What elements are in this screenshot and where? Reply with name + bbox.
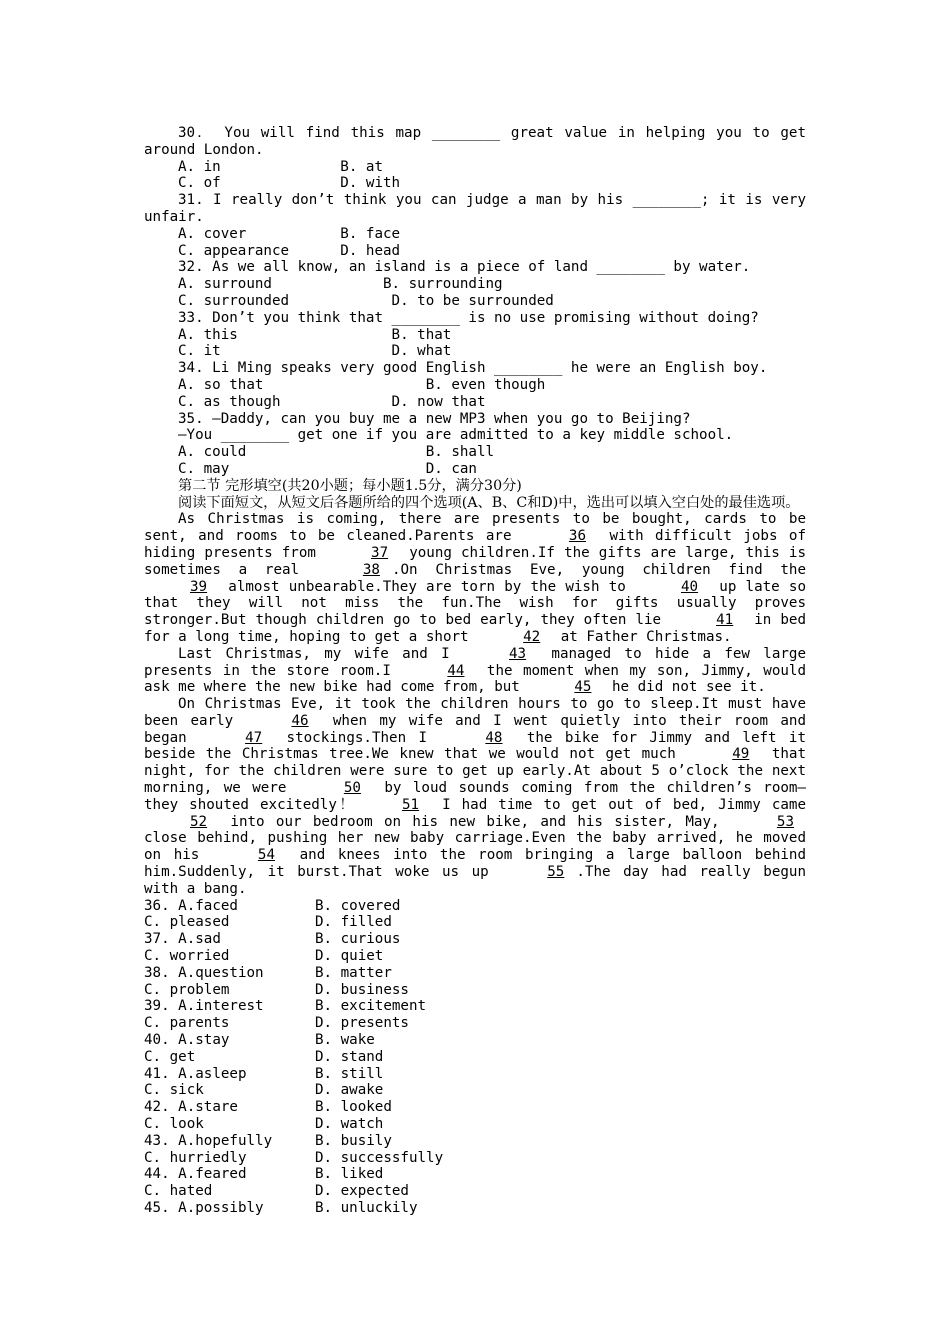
choice-left: C. pleased bbox=[144, 914, 230, 931]
question-options: C. may D. can bbox=[178, 460, 477, 477]
choice-row bbox=[144, 998, 806, 1015]
passage-text: Last Christmas, my wife and I bbox=[178, 645, 463, 662]
choice-right: D. presents bbox=[315, 1015, 409, 1032]
passage-text: when my wife and I went quietly into their room and began bbox=[144, 712, 806, 746]
choice-row bbox=[144, 1200, 806, 1217]
question-stem: 32. As we all know, an island is a piece of land ________ by water. bbox=[178, 259, 751, 276]
passage-text: As Christmas is coming, there are presents to be bought, cards to be sent, and rooms to be cleaned.Parents are bbox=[144, 511, 806, 545]
blank-number: 45 bbox=[574, 679, 592, 696]
choice-left: C. hated bbox=[144, 1183, 213, 1200]
choice-right: D. stand bbox=[315, 1048, 384, 1065]
choice-row bbox=[144, 898, 806, 915]
choice-left: C. problem bbox=[144, 981, 230, 998]
choice-left: 45. A.possibly bbox=[144, 1200, 264, 1216]
passage-text: On Christmas Eve, it took the children hours to go to sleep.It must have been early bbox=[144, 696, 806, 729]
passage-text: .On Christmas Eve, young children find the bbox=[391, 561, 806, 578]
question-options: A. could B. shall bbox=[178, 444, 495, 461]
choice-right: D. filled bbox=[315, 914, 392, 931]
blank-number: 36 bbox=[568, 528, 587, 545]
passage-paragraph-2 bbox=[144, 646, 806, 696]
choice-right: B. curious bbox=[315, 931, 401, 948]
choice-left: 41. A.asleep bbox=[144, 1065, 247, 1082]
choice-right: D. business bbox=[315, 981, 409, 998]
choice-row bbox=[144, 1049, 806, 1066]
choice-left: 43. A.hopefully bbox=[144, 1132, 273, 1149]
blank-number: 49 bbox=[732, 746, 750, 763]
choice-row bbox=[144, 1066, 806, 1083]
choice-right: B. covered bbox=[315, 897, 401, 914]
passage-text: close behind, pushing her new baby carriage.Even the baby arrived, he moved on his bbox=[144, 830, 806, 864]
cloze-choices bbox=[144, 898, 806, 1217]
choice-right: B. matter bbox=[315, 964, 392, 981]
choice-right: D. expected bbox=[315, 1183, 409, 1200]
question-options: A. cover B. face bbox=[178, 225, 401, 242]
choice-row bbox=[144, 948, 806, 965]
passage-text: the bike for Jimmy and left it beside the Christmas tree.We knew that we would not get much bbox=[144, 729, 807, 763]
blank-number: 55 bbox=[547, 864, 565, 881]
question-options: C. appearance D. head bbox=[178, 242, 401, 259]
blank-number: 52 bbox=[190, 813, 208, 830]
passage-text: with difficult jobs of hiding presents from bbox=[144, 528, 806, 561]
choice-right: D. successfully bbox=[315, 1149, 444, 1166]
question-stem: 34. Li Ming speaks very good English ________ he were an English boy. bbox=[178, 360, 768, 377]
choice-row bbox=[144, 982, 806, 999]
choice-row bbox=[144, 1099, 806, 1116]
blank-number: 46 bbox=[291, 712, 309, 729]
question-options: A. in B. at bbox=[178, 158, 383, 175]
choice-left: 36. A.faced bbox=[144, 897, 238, 914]
choice-row bbox=[144, 1116, 806, 1133]
passage-text: by loud sounds coming from the children’s room—they shouted excitedly！ bbox=[144, 780, 806, 813]
choice-row bbox=[144, 1082, 806, 1099]
passage-text: .The day had really begun with a bang. bbox=[144, 864, 806, 897]
passage-text: in bed for a long time, hoping to get a short bbox=[144, 612, 806, 645]
choice-row bbox=[144, 1166, 806, 1183]
choice-right: B. still bbox=[315, 1065, 384, 1082]
blank-number: 51 bbox=[401, 796, 420, 813]
passage-text: stockings.Then I bbox=[274, 729, 440, 746]
choice-right: B. excitement bbox=[315, 998, 427, 1015]
exam-page bbox=[144, 125, 806, 1217]
passage-text: and knees into the room bringing a large balloon behind him.Suddenly, it burst.That woke us up bbox=[144, 847, 806, 881]
choice-row bbox=[144, 1133, 806, 1150]
question-options: C. surrounded D. to be surrounded bbox=[178, 292, 554, 309]
choice-left: C. sick bbox=[144, 1082, 204, 1099]
question-stem: 30． You will find this map ________ great value in helping you to get around London. bbox=[144, 125, 806, 158]
choice-left: C. parents bbox=[144, 1015, 230, 1032]
choice-right: B. wake bbox=[315, 1032, 375, 1049]
passage-text: the moment when my son, Jimmy, would ask me where the new bike had come from, but bbox=[144, 662, 806, 696]
choice-right: B. liked bbox=[315, 1166, 384, 1183]
choice-right: B. unluckily bbox=[315, 1200, 418, 1216]
choice-row bbox=[144, 914, 806, 931]
passage-text: managed to hide a few large presents in the store room.I bbox=[144, 645, 807, 679]
choice-left: C. get bbox=[144, 1048, 196, 1065]
choice-left: 42. A.stare bbox=[144, 1099, 238, 1116]
choice-row bbox=[144, 1032, 806, 1049]
multiple-choice-section bbox=[144, 125, 806, 478]
blank-number: 41 bbox=[716, 612, 734, 629]
choice-left: C. worried bbox=[144, 948, 230, 965]
passage-text: up late so that they will not miss the fun.The wish for gifts usually proves stronger.But though children go to bed early, they often lie bbox=[144, 578, 806, 629]
blank-number: 38 bbox=[362, 561, 380, 578]
choice-row bbox=[144, 1150, 806, 1167]
choice-row bbox=[144, 965, 806, 982]
blank-number: 42 bbox=[523, 628, 541, 645]
passage-text: into our bedroom on his new bike, and his sister, May, bbox=[219, 813, 731, 830]
question-options: A. surround B. surrounding bbox=[178, 276, 503, 293]
passage-text: almost unbearable.They are torn by the wish to bbox=[219, 578, 635, 595]
blank-number: 53 bbox=[776, 813, 794, 830]
choice-row bbox=[144, 931, 806, 948]
passage-paragraph-3 bbox=[144, 696, 806, 898]
passage-text: at Father Christmas. bbox=[552, 628, 732, 645]
question-stem: 31. I really don’t think you can judge a man by his ________; it is very unfair. bbox=[144, 192, 806, 225]
blank-number: 40 bbox=[680, 578, 699, 595]
blank-number: 44 bbox=[447, 662, 465, 679]
choice-left: C. hurriedly bbox=[144, 1149, 247, 1166]
passage-paragraph-1 bbox=[144, 511, 806, 645]
choice-row bbox=[144, 1015, 806, 1032]
question-options: C. of D. with bbox=[178, 175, 401, 192]
choice-right: B. busily bbox=[315, 1132, 392, 1149]
blank-number: 43 bbox=[509, 645, 527, 662]
blank-number: 39 bbox=[190, 578, 208, 595]
section-heading: 第二节 完形填空(共20小题；每小题1.5分，满分30分) bbox=[178, 477, 522, 494]
choice-right: D. quiet bbox=[315, 948, 384, 965]
question-options: C. it D. what bbox=[178, 343, 452, 360]
blank-number: 54 bbox=[257, 847, 276, 864]
choice-left: 39. A.interest bbox=[144, 998, 264, 1015]
choice-right: B. looked bbox=[315, 1099, 392, 1116]
blank-number: 37 bbox=[371, 544, 389, 561]
choice-left: 44. A.feared bbox=[144, 1166, 247, 1183]
question-stem: 35. —Daddy, can you buy me a new MP3 when you go to Beijing? bbox=[178, 410, 691, 427]
passage-text: that night, for the children were sure to get up early.At about 5 o’clock the next morning, we were bbox=[144, 746, 806, 797]
blank-number: 50 bbox=[343, 780, 361, 797]
question-options: A. this B. that bbox=[178, 326, 452, 343]
passage-text: he did not see it. bbox=[603, 679, 766, 696]
passage-text: young children.If the gifts are large, this is sometimes a real bbox=[144, 544, 806, 578]
choice-row bbox=[144, 1183, 806, 1200]
question-options: A. so that B. even though bbox=[178, 376, 546, 393]
choice-left: 38. A.question bbox=[144, 964, 264, 981]
section-instruction: 阅读下面短文，从短文后各题所给的四个选项(A、B、C和D)中，选出可以填入空白处的最佳选项。 bbox=[178, 494, 800, 511]
choice-left: 40. A.stay bbox=[144, 1032, 230, 1049]
blank-number: 48 bbox=[485, 729, 503, 746]
choice-right: D. awake bbox=[315, 1082, 384, 1099]
blank-number: 47 bbox=[245, 729, 263, 746]
passage-text: I had time to get out of bed, Jimmy came bbox=[431, 796, 806, 813]
question-stem: 33. Don’t you think that ________ is no use promising without doing? bbox=[178, 309, 759, 326]
question-options: C. as though D. now that bbox=[178, 393, 486, 410]
question-options: —You ________ get one if you are admitted to a key middle school. bbox=[178, 427, 734, 444]
choice-left: C. look bbox=[144, 1116, 204, 1133]
choice-left: 37. A.sad bbox=[144, 931, 221, 948]
choice-right: D. watch bbox=[315, 1116, 384, 1133]
